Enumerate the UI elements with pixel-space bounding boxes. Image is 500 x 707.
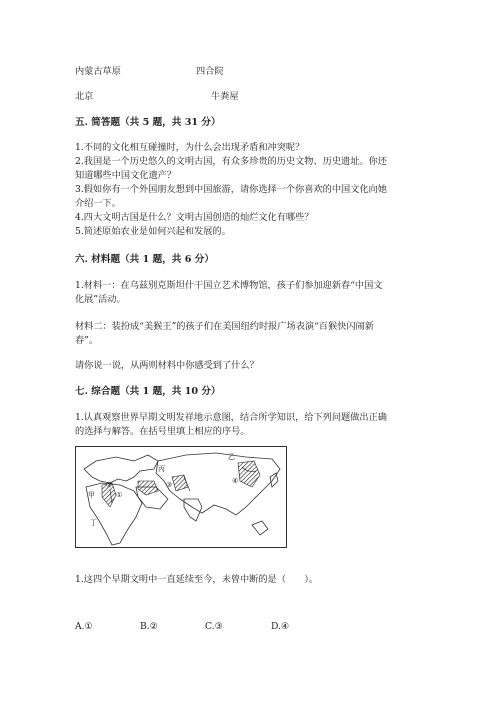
- section5-item: 知道哪些中国文化遗产？: [75, 170, 177, 181]
- map-label-n1: ①: [116, 491, 123, 499]
- world-civilizations-map: [75, 446, 287, 548]
- section7-subquestion: 1.这四个早期文明中一直延续至今，未曾中断的是（ ）。: [75, 574, 319, 585]
- map-label-n3: ③: [166, 481, 173, 489]
- map-label-jia: 甲: [88, 491, 95, 499]
- choice-b[interactable]: B.②: [140, 621, 158, 632]
- japan-outline: [270, 473, 278, 487]
- material2-line1: 材料二：装扮成“美猴王”的孩子们在美国纽约时报广场表演“百猴快闪闹新: [75, 321, 374, 332]
- material1-line2: 化展”活动。: [75, 294, 126, 305]
- section7-heading: 七. 综合题（共 1 题，共 10 分）: [75, 386, 221, 397]
- section5-item: 4.四大文明古国是什么？文明古国创造的灿烂文化有哪些？: [75, 212, 314, 223]
- map-label-bing: 丙: [158, 465, 165, 473]
- island-outline: [252, 521, 268, 535]
- section5-item: 3.假如你有一个外国朋友想到中国旅游，请你选择一个你喜欢的中国文化向她: [75, 184, 387, 195]
- section7-intro-line2: 的选择与解答。在括号里填上相应的序号。: [75, 426, 250, 437]
- india-outline: [184, 499, 202, 521]
- section5-item: 2.我国是一个历史悠久的文明古国，有众多珍贵的历史文物、历史遗址。你还: [75, 156, 387, 167]
- choice-c[interactable]: C.③: [205, 621, 223, 632]
- section5-item: 1.不同的文化相互碰撞时，为什么会出现矛盾和冲突呢？: [75, 142, 305, 153]
- china-region: [238, 461, 260, 487]
- choice-a[interactable]: A.①: [75, 621, 93, 632]
- material1-line1: 1.材料一：在乌兹别克斯坦什干国立艺术博物馆，孩子们参加迎新春“中国文: [75, 280, 383, 291]
- map-label-n2: ②: [106, 481, 113, 489]
- indus-region: [172, 475, 188, 491]
- choice-d[interactable]: D.④: [271, 621, 290, 632]
- map-label-n4: ④: [232, 477, 239, 485]
- pair-row2-left: 北京: [75, 91, 94, 102]
- section6-heading: 六. 材料题（共 1 题，共 6 分）: [75, 254, 214, 265]
- map-label-ding: 丁: [90, 519, 97, 527]
- map-label-yi: 乙: [228, 453, 235, 461]
- map-svg: [76, 447, 286, 547]
- europe-outline: [84, 455, 158, 483]
- section5-item: 5.简述原始农业是如何兴起和发展的。: [75, 226, 231, 237]
- mesopotamia-region: [138, 481, 158, 495]
- pair-row1-right: 四合院: [196, 66, 224, 77]
- section5-item: 介绍一下。: [75, 198, 121, 209]
- material2-line2: 春”。: [75, 335, 99, 346]
- section7-intro-line1: 1.认真观察世界早期文明发祥地示意图，结合所学知识，给下列问题做出正确: [75, 412, 387, 423]
- pair-row2-right: 牛粪屋: [211, 91, 239, 102]
- section5-heading: 五. 简答题（共 5 题，共 31 分）: [75, 117, 221, 128]
- section6-question: 请你说一说，从两则材料中你感受到了什么？: [75, 360, 259, 371]
- pair-row1-left: 内蒙古草原: [75, 66, 121, 77]
